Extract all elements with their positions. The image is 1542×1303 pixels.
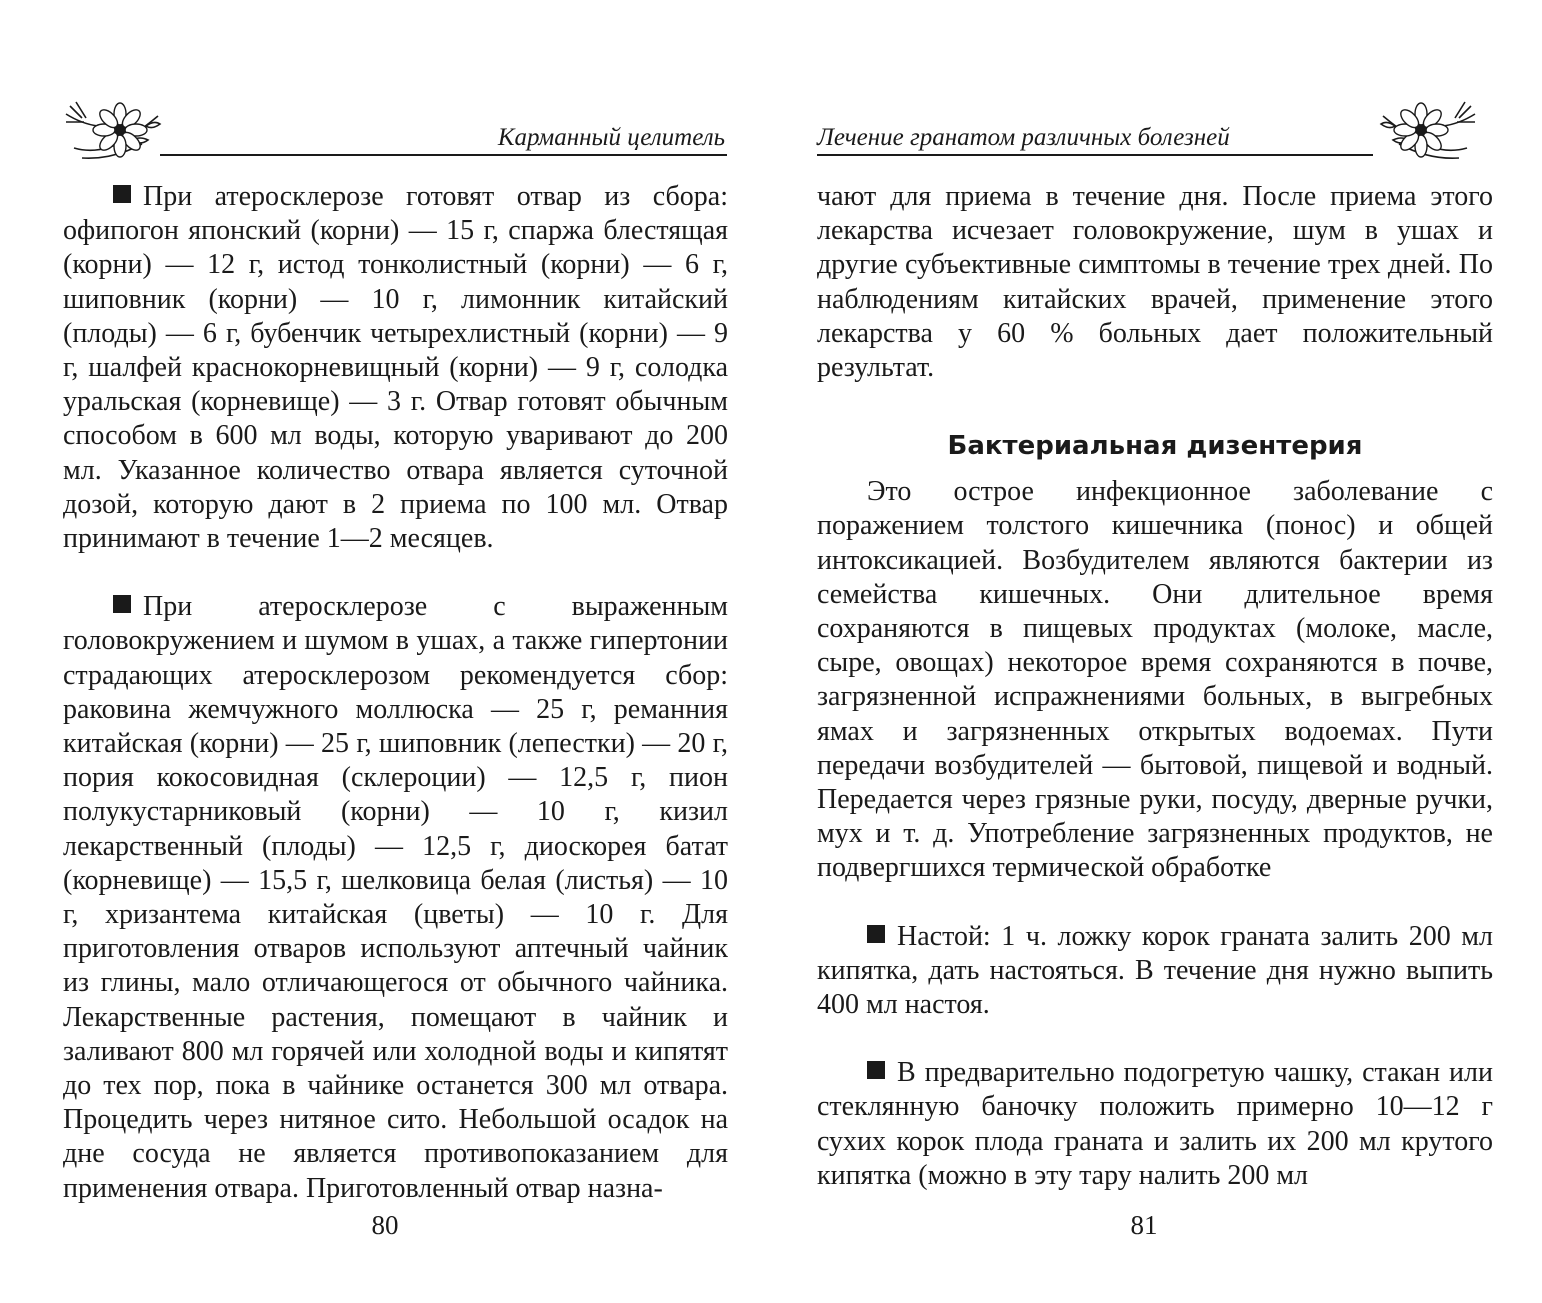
page-number: 81 (1130, 1210, 1158, 1240)
right-page (771, 0, 1542, 1303)
running-head: Лечение гранатом различных болезней (817, 124, 1230, 151)
section-title: Бактериальная дизентерия (947, 431, 1363, 462)
intro-paragraph: Это острое инфекционное заболевание с поражением толстого кишечника (понос) и общей интоксикацией. Возбудителем являются бактерии из семейства кишечных. Они длительное время сохраняются в пищевых продуктах (молоке, масле, сыре, овощах) некоторое время сохраняются в почве, загрязненной испражнениями больных, в выгребных ямах и загрязненных открытых водоемах. Пути передачи возбудителей — бытовой, пищевой и водный. Передается через грязные руки, посуду, дверные ручки, мух и т. д. Употребление загрязненных продуктов, не подвергшихся термической обработке (817, 476, 1493, 884)
square-bullet-icon (113, 595, 131, 613)
running-head: Карманный целитель (497, 124, 725, 151)
right-text-column (817, 180, 1493, 1193)
left-text-column (63, 180, 728, 1206)
paragraph-text: При атеросклерозе готовят отвар из сбора: офипогон японский (корни) — 15 г, спаржа блестящая (корни) — 12 г, истод тонколистный (корни) — 6 г, шиповник (корни) — 10 г, лимонник китайский (плоды) — 6 г, бубенчик четырехлистный (корни) — 9 г, шалфей краснокорневищный (корни) — 9 г, солодка уральская (корневище) — 3 г. Отвар готовят обычным способом в 600 мл воды, которую уваривают до 200 мл. Указанное количество отвара является суточной дозой, которую дают в 2 приема по 100 мл. Отвар принимают в течение 1—2 месяцев. (63, 181, 728, 555)
square-bullet-icon (867, 925, 885, 943)
floral-ornament-icon (1379, 96, 1479, 168)
paragraph-gap (817, 886, 1493, 920)
paragraph (63, 590, 728, 1206)
paragraph-text: В предварительно подогретую чашку, стакан или стеклянную баночку положить примерно 10—12 г сухих корок плода граната и залить их 200 мл крутого кипятка (можно в эту тару налить 200 мл (817, 1057, 1493, 1191)
continuation-paragraph: чают для приема в течение дня. После приема этого лекарства исчезает головокружение, шум в ушах и другие субъективные симптомы в течение трех дней. По наблюдениям китайских врачей, применение этого лекарства у 60 % больных дает положительный результат. (817, 181, 1493, 384)
paragraph (817, 920, 1493, 1023)
paragraph-gap (63, 556, 728, 590)
header-rule (817, 154, 1373, 156)
paragraph-gap (817, 1022, 1493, 1056)
square-bullet-icon (113, 185, 131, 203)
header-rule (160, 154, 727, 156)
floral-ornament-icon (62, 96, 162, 168)
paragraph-text: При атеросклерозе с выраженным головокружением и шумом в ушах, а также гипертонии страдающих атеросклерозом рекомендуется сбор: раковина жемчужного моллюска — 25 г, реманния китайская (корни) — 25 г, шиповник (лепестки) — 20 г, пория кокосовидная (склероции) — 12,5 г, пион полукустарниковый (корни) — 10 г, кизил лекарственный (плоды) — 12,5 г, диоскорея батат (корневище) — 15,5 г, шелковица белая (листья) — 10 г, хризантема китайская (цветы) — 10 г. Для приготовления отваров используют аптечный чайник из глины, мало отличающегося от обычного чайника. Лекарственные растения, помещают в чайник и заливают 800 мл горячей или холодной воды и кипятят до тех пор, пока в чайнике останется 300 мл отвара. Процедить через нитяное сито. Небольшой осадок на дне сосуда не является противопоказанием для применения отвара. Приготовленный отвар назна- (63, 591, 728, 1204)
paragraph (817, 1056, 1493, 1193)
page-number: 80 (371, 1210, 399, 1240)
paragraph-text: Настой: 1 ч. ложку корок граната залить 200 мл кипятка, дать настояться. В течение дня нужно выпить 400 мл настоя. (817, 920, 1493, 1021)
square-bullet-icon (867, 1061, 885, 1079)
paragraph-gap (817, 385, 1493, 419)
paragraph (63, 180, 728, 556)
